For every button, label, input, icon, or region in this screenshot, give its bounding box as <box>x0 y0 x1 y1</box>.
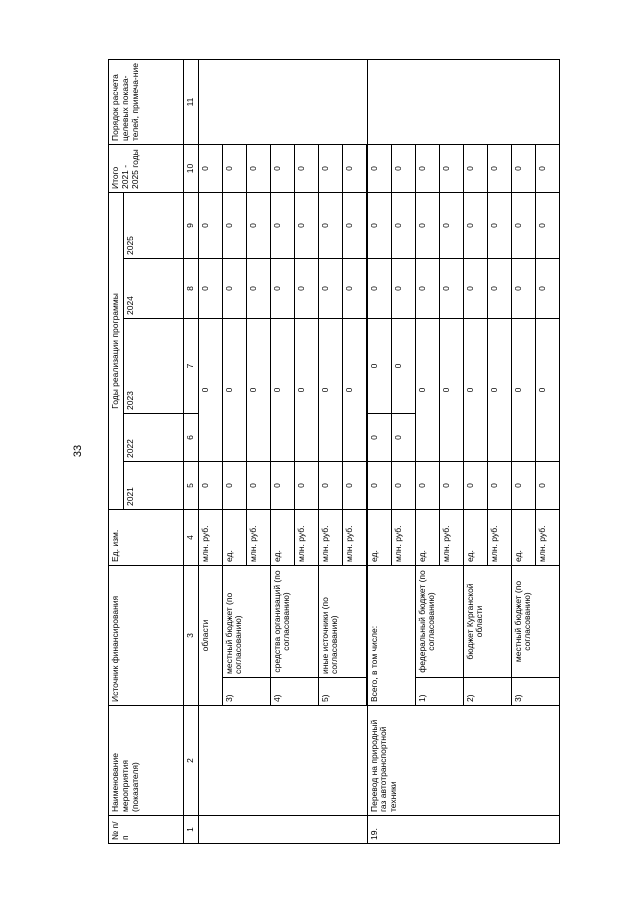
source-index: 4) <box>270 678 318 706</box>
source-index: 3) <box>511 678 559 706</box>
value-cell: 0 <box>294 462 318 510</box>
value-cell: 0 <box>270 259 294 319</box>
value-cell: 0 <box>511 193 535 259</box>
source-oblasti: области <box>198 566 222 706</box>
header-2025: 2025 <box>123 193 183 259</box>
value-cell: 0 <box>222 193 246 259</box>
value-cell: 0 <box>246 259 270 319</box>
row-number: 19. <box>367 816 559 844</box>
value-cell: 0 <box>511 319 535 462</box>
value-cell: 0 <box>367 414 391 462</box>
header-2024: 2024 <box>123 259 183 319</box>
value-cell: 0 <box>487 193 511 259</box>
source-index: 1) <box>415 678 463 706</box>
header-num: № п/п <box>109 816 184 844</box>
value-cell: 0 <box>342 319 366 462</box>
value-cell: 0 <box>463 259 487 319</box>
source-name: федеральный бюджет (по согласованию) <box>415 566 463 678</box>
value-cell: 0 <box>222 462 246 510</box>
cell-empty <box>367 60 559 145</box>
value-cell: 0 <box>318 193 342 259</box>
value-cell: 0 <box>415 462 439 510</box>
value-cell: 0 <box>222 145 246 193</box>
col-number: 9 <box>183 193 198 259</box>
col-number: 10 <box>183 145 198 193</box>
col-number: 3 <box>183 566 198 706</box>
unit-cell: ед. <box>367 510 391 566</box>
unit-cell: ед. <box>222 510 246 566</box>
cell-empty <box>198 816 367 844</box>
header-2022: 2022 <box>123 414 183 462</box>
value-cell: 0 <box>487 145 511 193</box>
col-number: 4 <box>183 510 198 566</box>
value-cell: 0 <box>415 259 439 319</box>
value-cell: 0 <box>439 319 463 462</box>
col-number: 1 <box>183 816 198 844</box>
value-cell: 0 <box>318 145 342 193</box>
value-cell: 0 <box>415 319 439 462</box>
unit-cell: ед. <box>415 510 439 566</box>
value-cell: 0 <box>463 319 487 462</box>
col-number: 11 <box>183 60 198 145</box>
value-cell: 0 <box>246 193 270 259</box>
value-cell: 0 <box>367 462 391 510</box>
measure-name: Перевод на природный газ автотранспортной техники <box>367 706 559 816</box>
cell-empty <box>198 706 367 816</box>
unit-cell: млн. руб. <box>342 510 366 566</box>
header-unit: Ед. изм. <box>109 510 184 566</box>
unit-cell: млн. руб. <box>198 510 222 566</box>
value-cell: 0 <box>270 193 294 259</box>
col-number: 6 <box>183 414 198 462</box>
value-cell: 0 <box>535 193 559 259</box>
value-cell: 0 <box>463 462 487 510</box>
value-cell: 0 <box>222 259 246 319</box>
value-cell: 0 <box>367 259 391 319</box>
value-cell: 0 <box>270 319 294 462</box>
header-2023: 2023 <box>123 319 183 414</box>
value-cell: 0 <box>391 259 415 319</box>
value-cell: 0 <box>270 462 294 510</box>
source-name: местный бюджет (по согласованию) <box>222 566 270 678</box>
value-cell: 0 <box>511 462 535 510</box>
value-cell: 0 <box>439 462 463 510</box>
header-calc: Порядок расчета целевых показа-телей, примеча-ние <box>109 60 184 145</box>
value-cell: 0 <box>511 259 535 319</box>
value-cell: 0 <box>391 319 415 414</box>
value-cell: 0 <box>198 319 222 462</box>
value-cell: 0 <box>367 145 391 193</box>
value-cell: 0 <box>535 462 559 510</box>
value-cell: 0 <box>463 193 487 259</box>
col-number: 8 <box>183 259 198 319</box>
value-cell: 0 <box>439 145 463 193</box>
value-cell: 0 <box>535 145 559 193</box>
value-cell: 0 <box>391 193 415 259</box>
value-cell: 0 <box>487 259 511 319</box>
value-cell: 0 <box>342 193 366 259</box>
unit-cell: млн. руб. <box>391 510 415 566</box>
value-cell: 0 <box>318 319 342 462</box>
rotated-table-container <box>108 60 586 844</box>
value-cell: 0 <box>318 462 342 510</box>
source-index: 2) <box>463 678 511 706</box>
value-cell: 0 <box>367 319 391 414</box>
unit-cell: млн. руб. <box>294 510 318 566</box>
value-cell: 0 <box>415 145 439 193</box>
unit-cell: млн. руб. <box>439 510 463 566</box>
source-name: местный бюджет (по согласованию) <box>511 566 559 678</box>
value-cell: 0 <box>246 145 270 193</box>
value-cell: 0 <box>270 145 294 193</box>
value-cell: 0 <box>222 319 246 462</box>
unit-cell: ед. <box>270 510 294 566</box>
value-cell: 0 <box>342 259 366 319</box>
cell-empty <box>198 60 367 145</box>
unit-cell: млн. руб. <box>535 510 559 566</box>
page-number: 33 <box>72 444 85 458</box>
value-cell: 0 <box>391 462 415 510</box>
value-cell: 0 <box>198 259 222 319</box>
source-name: средства организаций (по согласованию) <box>270 566 318 678</box>
header-total: Итого 2021 - 2025 годы <box>109 145 184 193</box>
value-cell: 0 <box>246 462 270 510</box>
header-2021: 2021 <box>123 462 183 510</box>
value-cell: 0 <box>439 259 463 319</box>
unit-cell: ед. <box>463 510 487 566</box>
col-number: 7 <box>183 319 198 414</box>
value-cell: 0 <box>294 193 318 259</box>
value-cell: 0 <box>535 259 559 319</box>
col-number: 2 <box>183 706 198 816</box>
value-cell: 0 <box>294 319 318 462</box>
value-cell: 0 <box>463 145 487 193</box>
unit-cell: млн. руб. <box>318 510 342 566</box>
value-cell: 0 <box>342 145 366 193</box>
unit-cell: млн. руб. <box>487 510 511 566</box>
unit-cell: ед. <box>511 510 535 566</box>
value-cell: 0 <box>535 319 559 462</box>
program-table <box>108 59 560 844</box>
value-cell: 0 <box>487 319 511 462</box>
value-cell: 0 <box>198 145 222 193</box>
value-cell: 0 <box>294 259 318 319</box>
value-cell: 0 <box>198 462 222 510</box>
value-cell: 0 <box>415 193 439 259</box>
value-cell: 0 <box>487 462 511 510</box>
total-label: Всего, в том числе: <box>367 566 415 706</box>
header-name: Наименование мероприятия (показателя) <box>109 706 184 816</box>
source-index: 5) <box>318 678 366 706</box>
source-name: бюджет Курганской области <box>463 566 511 678</box>
header-years-group: Годы реализации программы <box>109 193 124 510</box>
value-cell: 0 <box>342 462 366 510</box>
col-number: 5 <box>183 462 198 510</box>
value-cell: 0 <box>318 259 342 319</box>
value-cell: 0 <box>367 193 391 259</box>
source-name: иные источники (по согласованию) <box>318 566 366 678</box>
value-cell: 0 <box>391 414 415 462</box>
value-cell: 0 <box>439 193 463 259</box>
value-cell: 0 <box>391 145 415 193</box>
value-cell: 0 <box>246 319 270 462</box>
value-cell: 0 <box>294 145 318 193</box>
unit-cell: млн. руб. <box>246 510 270 566</box>
value-cell: 0 <box>198 193 222 259</box>
source-index: 3) <box>222 678 270 706</box>
header-source: Источник финансирования <box>109 566 184 706</box>
value-cell: 0 <box>511 145 535 193</box>
